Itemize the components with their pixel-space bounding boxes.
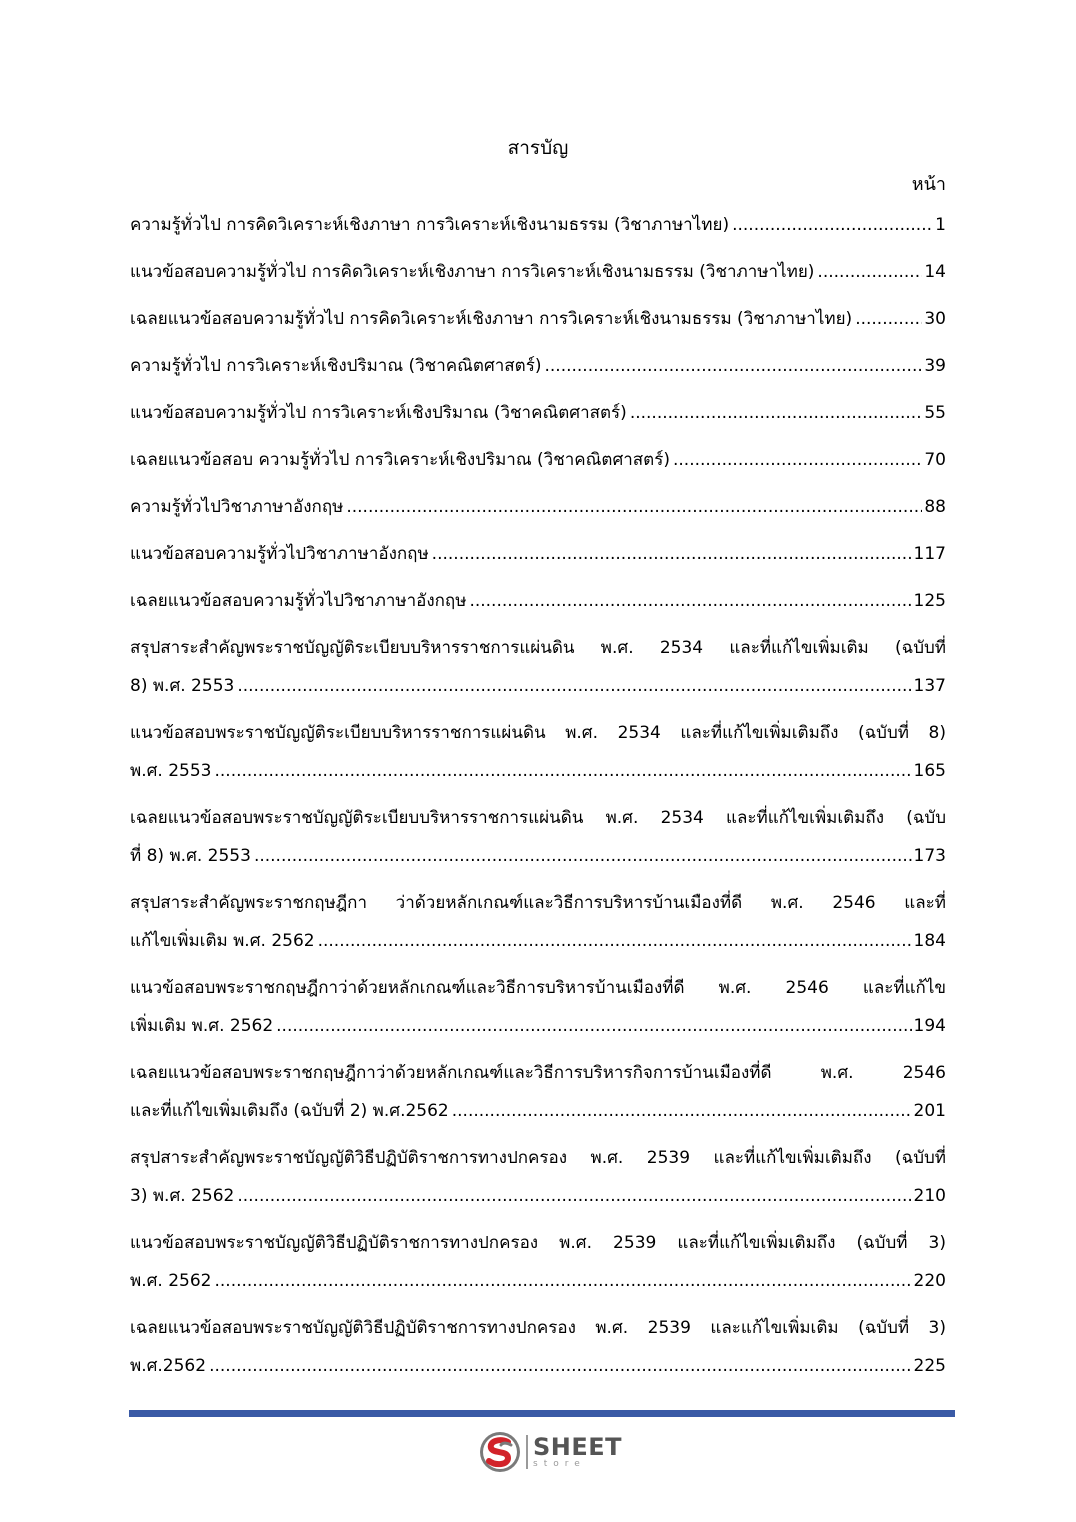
toc-entry-row [130,1347,946,1385]
toc-entry-title: เฉลยแนวข้อสอบ ความรู้ทั่วไป การวิเคราะห์เชิงปริมาณ (วิชาคณิตศาสตร์) [130,450,670,470]
toc-entry-row [130,300,946,338]
toc-entry-row [130,347,946,385]
dot-leader [209,1347,911,1385]
toc-entry-title-line2: พ.ศ. 2553 [130,761,212,781]
toc-entry-title: ความรู้ทั่วไป การคิดวิเคราะห์เชิงภาษา การวิเคราะห์เชิงนามธรรม (วิชาภาษาไทย) [130,215,730,235]
toc-entry-row [130,752,946,790]
toc-entry-title-line2: 8) พ.ศ. 2553 [130,676,235,696]
toc-entry-row [130,535,946,573]
toc-entry [130,394,946,432]
toc-entry [130,253,946,291]
toc-entry-title-line1: เฉลยแนวข้อสอบพระราชกฤษฎีกาว่าด้วยหลักเกณฑ์และวิธีการบริหารกิจการบ้านเมืองที่ดี พ.ศ. 2546 [130,1063,946,1083]
dot-leader [732,206,933,244]
toc-entry-page-number: 39 [924,356,946,376]
toc-entry [130,582,946,620]
toc-entry-page-number: 117 [913,544,946,564]
logo-divider [526,1435,528,1469]
toc-entry-row [130,837,946,875]
toc-entry-title-line1: สรุปสาระสำคัญพระราชบัญญัติวิธีปฏิบัติราชการทางปกครอง พ.ศ. 2539 และที่แก้ไขเพิ่มเติมถึง (ฉบับที่ [130,1148,946,1168]
toc-entry-row [130,667,946,705]
logo-subtitle: store [533,1459,586,1469]
dot-leader [254,837,912,875]
dot-leader [237,1177,911,1215]
toc-entry-row [130,488,946,526]
dot-leader [432,535,912,573]
toc-entry-title-line2: พ.ศ.2562 [130,1356,207,1376]
sheet-store-logo-icon [478,1430,522,1474]
toc-entry-page-number: 125 [913,591,946,611]
toc-entry [130,969,946,1045]
toc-entry-row [130,253,946,291]
toc-entry-page-number: 173 [913,846,946,866]
dot-leader [318,922,912,960]
toc-title: สารบัญ [507,137,569,159]
toc-entry-row [130,1177,946,1215]
toc-entry-title-line1: เฉลยแนวข้อสอบพระราชบัญญัติระเบียบบริหารราชการแผ่นดิน พ.ศ. 2534 และที่แก้ไขเพิ่มเติมถึง (ฉบับ [130,808,946,828]
toc-entry-row [130,394,946,432]
toc-entry-title-line1: แนวข้อสอบพระราชกฤษฎีกาว่าด้วยหลักเกณฑ์และวิธีการบริหารบ้านเมืองที่ดี พ.ศ. 2546 และที่แก้ไข [130,978,946,998]
toc-entry-page-number: 220 [913,1271,946,1291]
toc-entry-row [130,1092,946,1130]
toc-entry-title: แนวข้อสอบความรู้ทั่วไป การคิดวิเคราะห์เชิงภาษา การวิเคราะห์เชิงนามธรรม (วิชาภาษาไทย) [130,262,815,282]
toc-entry-title-line1: แนวข้อสอบพระราชบัญญัติระเบียบบริหารราชการแผ่นดิน พ.ศ. 2534 และที่แก้ไขเพิ่มเติมถึง (ฉบับที่ 8) [130,723,946,743]
toc-entry [130,1139,946,1215]
toc-entry [130,1054,946,1130]
toc-entry [130,629,946,705]
toc-entry [130,1309,946,1385]
toc-entry-page-number: 194 [913,1016,946,1036]
footer-rule [129,1410,955,1417]
toc-entry-page-number: 165 [913,761,946,781]
toc-entry-page-number: 201 [913,1101,946,1121]
dot-leader [237,667,911,705]
toc-entry-row [130,206,946,244]
toc-entry [130,714,946,790]
logo-text [533,1435,622,1469]
page-column-label: หน้า [911,174,946,195]
toc-entry-page-number: 184 [913,931,946,951]
dot-leader [214,752,911,790]
toc-entry [130,300,946,338]
toc-entry-row [130,582,946,620]
dot-leader [469,582,911,620]
toc-entry-row [130,1007,946,1045]
toc-entry-title-line1: สรุปสาระสำคัญพระราชบัญญัติระเบียบบริหารราชการแผ่นดิน พ.ศ. 2534 และที่แก้ไขเพิ่มเติม (ฉบับที่ [130,638,946,658]
toc-entry-page-number: 225 [913,1356,946,1376]
dot-leader [452,1092,912,1130]
toc-entry-page-number: 1 [935,215,946,235]
toc-entry-row [130,922,946,960]
toc-entry-title: เฉลยแนวข้อสอบความรู้ทั่วไป การคิดวิเคราะห์เชิงภาษา การวิเคราะห์เชิงนามธรรม (วิชาภาษาไทย) [130,309,853,329]
toc-entry [130,441,946,479]
toc-entry [130,884,946,960]
toc-entry [130,799,946,875]
toc-entry-page-number: 210 [913,1186,946,1206]
toc-entry-page-number: 88 [924,497,946,517]
dot-leader [855,300,922,338]
toc-entry-title-line1: เฉลยแนวข้อสอบพระราชบัญญัติวิธีปฏิบัติราชการทางปกครอง พ.ศ. 2539 และแก้ไขเพิ่มเติม (ฉบับที่ 3) [130,1318,946,1338]
logo-word: SHEET [533,1433,623,1461]
toc-entry-title: แนวข้อสอบความรู้ทั่วไปวิชาภาษาอังกฤษ [130,544,429,564]
dot-leader [214,1262,911,1300]
dot-leader [817,253,922,291]
toc-entry-page-number: 14 [924,262,946,282]
toc-entry-page-number: 70 [924,450,946,470]
dot-leader [544,347,922,385]
toc-entry-title-line2: 3) พ.ศ. 2562 [130,1186,235,1206]
toc-entry [130,1224,946,1300]
dot-leader [673,441,922,479]
toc-entry-title: เฉลยแนวข้อสอบความรู้ทั่วไปวิชาภาษาอังกฤษ [130,591,467,611]
toc-entry-row [130,1262,946,1300]
toc-entry-page-number: 55 [924,403,946,423]
toc-entry [130,347,946,385]
dot-leader [346,488,922,526]
toc-list [130,206,946,1394]
toc-entry-title-line2: ที่ 8) พ.ศ. 2553 [130,846,251,866]
dot-leader [276,1007,911,1045]
toc-entry-row [130,441,946,479]
toc-entry-title-line1: สรุปสาระสำคัญพระราชกฤษฎีกา ว่าด้วยหลักเกณฑ์และวิธีการบริหารบ้านเมืองที่ดี พ.ศ. 2546 และที่ [130,893,946,913]
toc-entry-page-number: 30 [924,309,946,329]
dot-leader [630,394,923,432]
toc-entry [130,206,946,244]
toc-entry [130,535,946,573]
toc-entry-title: แนวข้อสอบความรู้ทั่วไป การวิเคราะห์เชิงปริมาณ (วิชาคณิตศาสตร์) [130,403,627,423]
sheet-store-logo [478,1430,622,1474]
toc-entry [130,488,946,526]
toc-entry-title: ความรู้ทั่วไปวิชาภาษาอังกฤษ [130,497,344,517]
toc-entry-title-line2: แก้ไขเพิ่มเติม พ.ศ. 2562 [130,931,315,951]
toc-entry-title-line1: แนวข้อสอบพระราชบัญญัติวิธีปฏิบัติราชการทางปกครอง พ.ศ. 2539 และที่แก้ไขเพิ่มเติมถึง (ฉบับที่ 3) [130,1233,946,1253]
toc-entry-title: ความรู้ทั่วไป การวิเคราะห์เชิงปริมาณ (วิชาคณิตศาสตร์) [130,356,542,376]
toc-entry-title-line2: เพิ่มเติม พ.ศ. 2562 [130,1016,274,1036]
toc-entry-title-line2: พ.ศ. 2562 [130,1271,212,1291]
toc-entry-page-number: 137 [913,676,946,696]
toc-entry-title-line2: และที่แก้ไขเพิ่มเติมถึง (ฉบับที่ 2) พ.ศ.2562 [130,1101,449,1121]
